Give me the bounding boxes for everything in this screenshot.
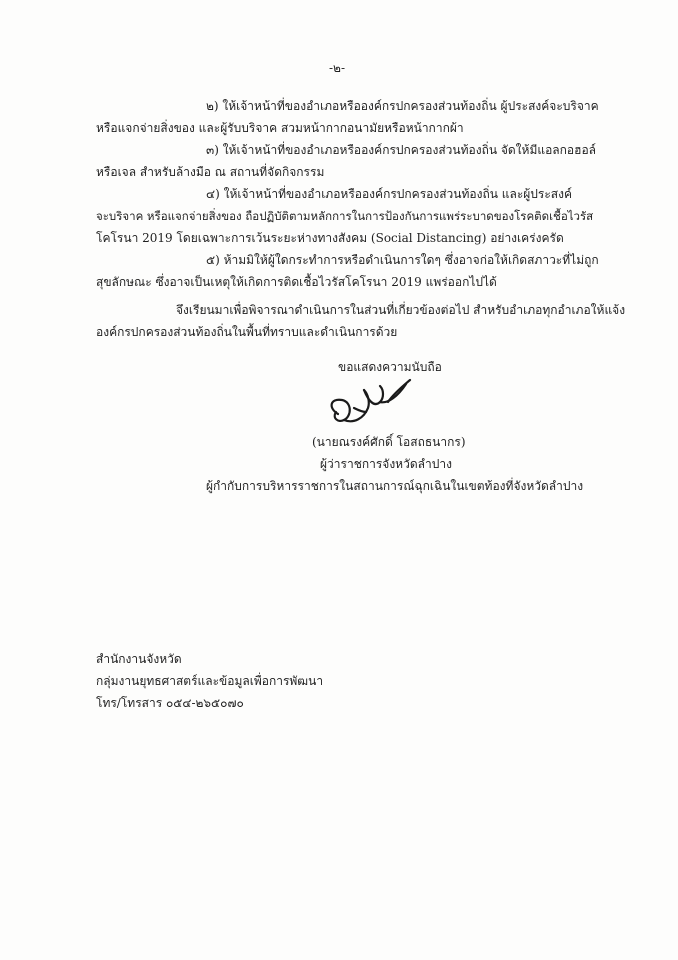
item-4-line-3: โคโรนา 2019 โดยเฉพาะการเว้นระยะห่างทางสังคม (Social Distancing) อย่างเคร่งครัด (96, 231, 564, 245)
item-5-line-2: สุขลักษณะ ซึ่งอาจเป็นเหตุให้เกิดการติดเชื้อไวรัสโคโรนา 2019 แพร่ออกไปได้ (96, 275, 497, 289)
item-4-line-2: จะบริจาค หรือแจกจ่ายสิ่งของ ถือปฏิบัติตามหลักการในการป้องกันการแพร่ระบาดของโรคติดเชื้อไวรัส (96, 209, 594, 223)
page-number: -๒- (329, 61, 346, 75)
item-3-line-2: หรือเจล สำหรับล้างมือ ณ สถานที่จัดกิจกรรม (96, 165, 325, 179)
footer-division: กลุ่มงานยุทธศาสตร์และข้อมูลเพื่อการพัฒนา (96, 674, 324, 688)
item-3-line-1: ๓) ให้เจ้าหน้าที่ของอำเภอหรือองค์กรปกครองส่วนท้องถิ่น จัดให้มีแอลกอฮอล์ (206, 143, 597, 157)
item-2-line-1: ๒) ให้เจ้าหน้าที่ของอำเภอหรือองค์กรปกครองส่วนท้องถิ่น ผู้ประสงค์จะบริจาค (206, 99, 599, 113)
signatory-name: (นายณรงค์ศักดิ์ โอสถธนากร) (312, 435, 466, 449)
item-4-line-1: ๔) ให้เจ้าหน้าที่ของอำเภอหรือองค์กรปกครองส่วนท้องถิ่น และผู้ประสงค์ (206, 187, 573, 201)
signature-mark (318, 378, 428, 438)
closing-line-1: จึงเรียนมาเพื่อพิจารณาดำเนินการในส่วนที่เกี่ยวข้องต่อไป สำหรับอำเภอทุกอำเภอให้แจ้ง (176, 303, 626, 317)
closing-line-2: องค์กรปกครองส่วนท้องถิ่นในพื้นที่ทราบและดำเนินการด้วย (96, 325, 398, 339)
item-5-line-1: ๕) ห้ามมิให้ผู้ใดกระทำการหรือดำเนินการใดๆ ซึ่งอาจก่อให้เกิดสภาวะที่ไม่ถูก (206, 253, 599, 267)
item-2-line-2: หรือแจกจ่ายสิ่งของ และผู้รับบริจาค สวมหน้ากากอนามัยหรือหน้ากากผ้า (96, 121, 464, 135)
salutation: ขอแสดงความนับถือ (338, 360, 442, 374)
footer-office: สำนักงานจังหวัด (96, 652, 182, 666)
handwritten-signature (318, 378, 428, 438)
signatory-role: ผู้กำกับการบริหารราชการในสถานการณ์ฉุกเฉินในเขตท้องที่จังหวัดลำปาง (206, 479, 584, 493)
footer-phone: โทร/โทรสาร ๐๕๔-๒๖๕๐๗๐ (96, 696, 244, 710)
signatory-title: ผู้ว่าราชการจังหวัดลำปาง (320, 457, 452, 471)
